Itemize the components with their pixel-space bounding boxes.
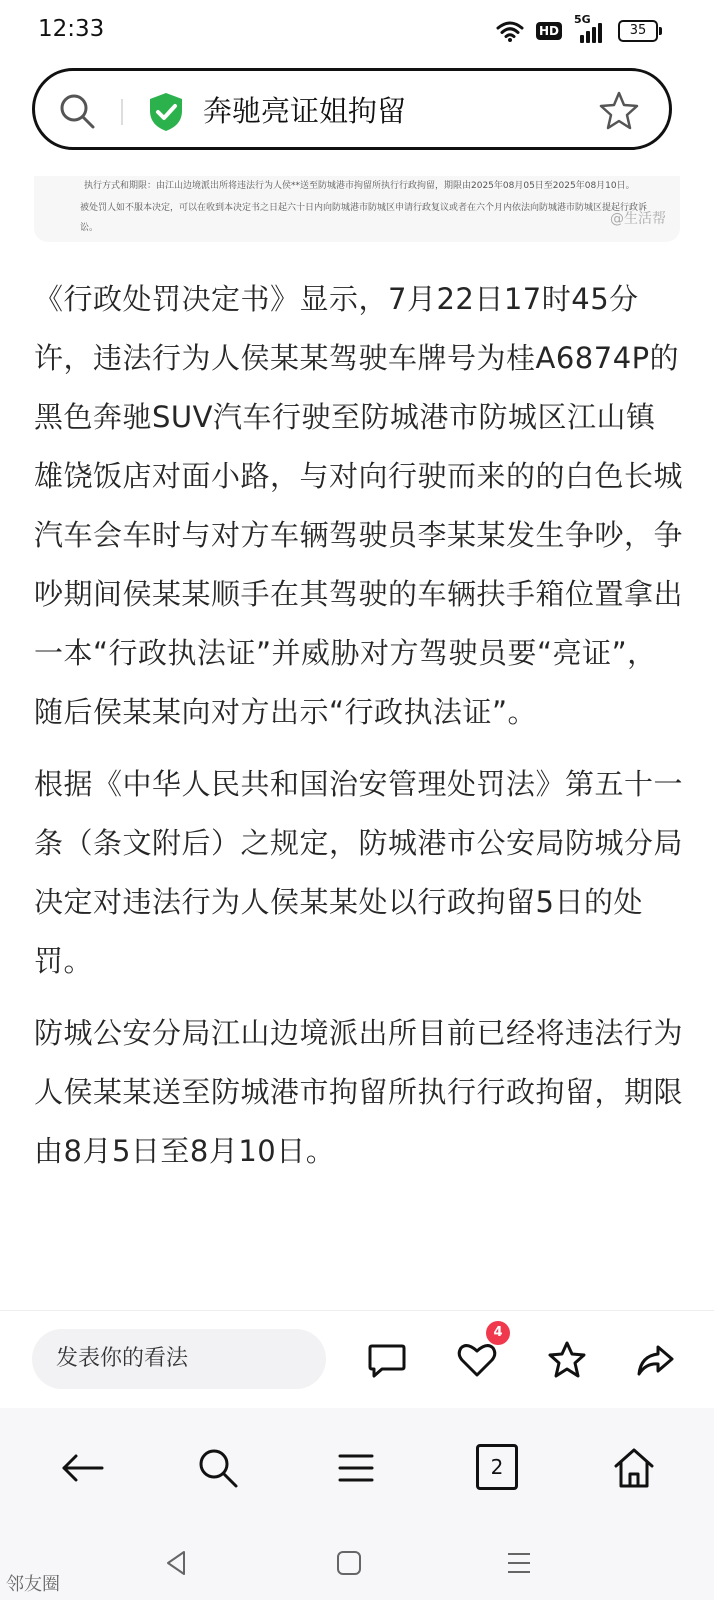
search-bar[interactable]: [32, 68, 672, 150]
browser-nav-bar: [0, 1408, 714, 1526]
shield-check-icon: [147, 91, 185, 133]
share-icon[interactable]: [634, 1339, 676, 1381]
hd-icon: HD: [536, 22, 562, 40]
search-divider: [121, 99, 123, 125]
document-image-strip: [0, 176, 714, 242]
home-icon[interactable]: [610, 1444, 658, 1492]
signal-icon: [574, 13, 606, 43]
back-arrow-icon[interactable]: [58, 1444, 106, 1492]
tabs-count: 2: [490, 1455, 504, 1479]
document-text-line: 讼。: [80, 223, 99, 233]
tabs-button[interactable]: [476, 1444, 518, 1490]
comment-placeholder: 发表你的看法: [56, 1346, 189, 1371]
search-icon[interactable]: [57, 91, 97, 131]
system-recents-icon[interactable]: [504, 1548, 534, 1578]
favorite-star-icon[interactable]: [546, 1339, 588, 1381]
status-bar: [0, 0, 714, 64]
article-paragraph: 《行政处罚决定书》显示，7月22日17时45分许，违法行为人侯某某驾驶车牌号为桂A6874P的黑色奔驰SUV汽车行驶至防城港市防城区江山镇雄饶饭店对面小路，与对向行驶而来的的白色长城汽车会车时与对方车辆驾驶员李某某发生争吵，争吵期间侯某某顺手在其驾驶的车辆扶手箱位置拿出一本“行政执法证”并威胁对方驾驶员要“亮证”，随后侯某某向对方出示“行政执法证”。: [34, 282, 684, 729]
star-icon[interactable]: [597, 89, 641, 133]
network-type-label: 5G: [574, 13, 591, 26]
comment-bar: [0, 1310, 714, 1409]
like-count-badge: 4: [486, 1321, 510, 1345]
document-image: [34, 176, 680, 242]
battery-icon: [618, 20, 658, 42]
image-watermark: @生活帮: [610, 211, 666, 227]
document-text-line: 执行方式和期限：由江山边境派出所将违法行为人侯**送至防城港市拘留所执行行政拘留，期限由2025年08月05日至2025年08月10日。: [84, 181, 635, 191]
heart-icon[interactable]: [456, 1339, 498, 1381]
article-paragraph: 根据《中华人民共和国治安管理处罚法》第五十一条（条文附后）之规定，防城港市公安局防城分局决定对违法行为人侯某某处以行政拘留5日的处罚。: [34, 767, 684, 978]
system-home-icon[interactable]: [334, 1548, 364, 1578]
search-icon[interactable]: [194, 1444, 242, 1492]
document-text-line: 被处罚人如不服本决定，可以在收到本决定书之日起六十日内向防城港市防城区申请行政复议或者在六个月内依法向防城港市防城区提起行政诉: [80, 203, 648, 213]
system-nav-bar: [0, 1526, 714, 1600]
menu-icon[interactable]: [332, 1444, 380, 1492]
comment-input[interactable]: [32, 1329, 326, 1389]
system-back-icon[interactable]: [162, 1548, 192, 1578]
article-body: [34, 270, 684, 1181]
wifi-icon: [496, 20, 524, 42]
status-icons: [496, 13, 658, 44]
battery-level: 35: [629, 23, 647, 38]
source-watermark: 邻友圈: [6, 1574, 60, 1595]
comment-icon[interactable]: [366, 1339, 408, 1381]
status-time: 12:33: [38, 16, 105, 42]
search-query[interactable]: 奔驰亮证姐拘留: [203, 94, 407, 128]
article-paragraph: 防城公安分局江山边境派出所目前已经将违法行为人侯某某送至防城港市拘留所执行行政拘留，期限由8月5日至8月10日。: [34, 1016, 684, 1168]
